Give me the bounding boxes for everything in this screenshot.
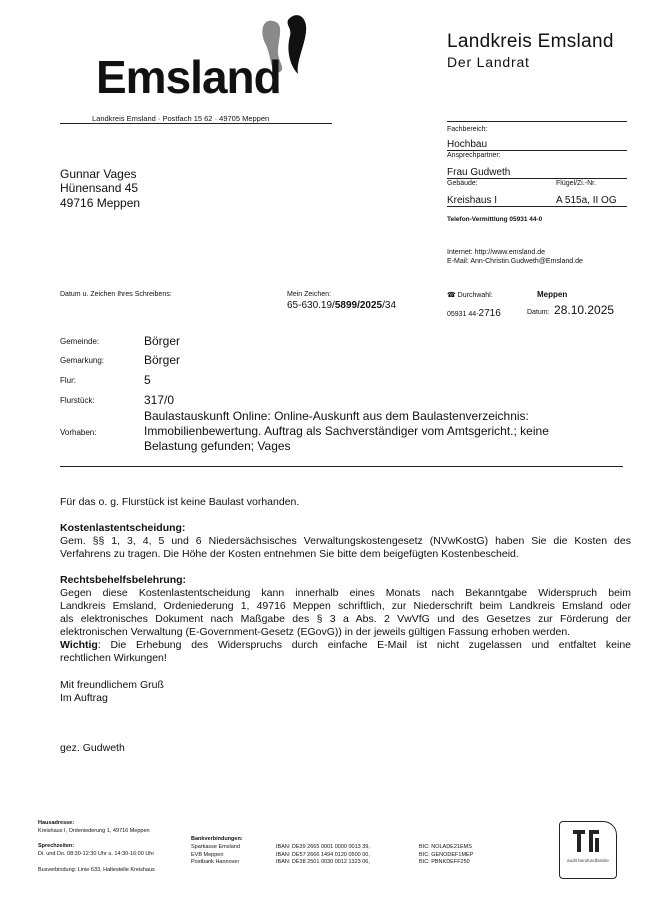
ansprech-label: Ansprechpartner: xyxy=(447,152,501,159)
certificate-text: audit berufundfamilie xyxy=(567,858,609,863)
mein-zeichen-suffix: /34 xyxy=(382,300,397,311)
kosten-line-1: Gem. §§ 1, 3, 4, 5 und 6 Niedersächsisches Verwaltungskostengesetz (NVwKostG) haben Sie die Kosten des xyxy=(60,535,631,547)
bank-iban-2: IBAN: DE57 2666 1494 0120 0500 00, xyxy=(276,851,370,858)
bank-label: Bankverbindungen: xyxy=(191,836,243,842)
durchwahl xyxy=(447,303,501,321)
sprech-times: Di. und Do. 08:30-12:30 Uhr u. 14:30-16:00 Uhr xyxy=(38,851,155,857)
datum-label: Datum u. Zeichen Ihres Schreibens: xyxy=(60,291,172,298)
recipient-city: 49716 Meppen xyxy=(60,196,141,210)
gemeinde-label: Gemeinde: xyxy=(60,337,100,346)
wichtig-line-2: rechtlichen Wirkungen! xyxy=(60,652,167,664)
bank-bic-1: BIC: NOLADE21EMS xyxy=(419,844,472,850)
gebaeude-rule xyxy=(447,206,627,207)
bank-name-3: Postbank Hannover xyxy=(191,859,240,865)
iban-list xyxy=(276,844,370,867)
fluegel-label: Flügel/Zi.-Nr. xyxy=(556,180,597,187)
certificate-seal xyxy=(559,821,617,879)
bic-list xyxy=(419,844,473,867)
vorhaben-line-2: Immobilienbewertung. Auftrag als Sachverständiger vom Amtsgericht.; keine xyxy=(144,424,549,438)
gebaeude-label: Gebäude: xyxy=(447,180,478,187)
email[interactable]: E-Mail: Ann-Christin.Gudweth@Emsland.de xyxy=(447,258,583,265)
recipient-name: Gunnar Vages xyxy=(60,167,137,181)
durchwahl-prefix: 05931 44- xyxy=(447,311,479,318)
kosten-line-2: Verfahrens zu tragen. Die Höhe der Kosten entnehmen Sie bitte dem beigefügten Kostenbescheid. xyxy=(60,548,519,560)
wichtig-line-1 xyxy=(60,639,631,652)
vorhaben-line-3: Belastung gefunden; Vages xyxy=(144,439,291,453)
haus-label: Hausadresse: xyxy=(38,820,75,826)
gebaeude-value: Kreishaus I xyxy=(447,195,498,206)
bus-connection: Busverbindung: Linie 633, Haltestelle Kreishaus xyxy=(38,867,155,873)
fachbereich-value: Hochbau xyxy=(447,139,488,150)
flurstueck-label: Flurstück: xyxy=(60,396,95,405)
im-auftrag: Im Auftrag xyxy=(60,692,108,704)
rbb-line-2: Landkreis Emsland, Ordeniederung 1, 49716 Meppen schriftlich, zur Niederschrift beim Landkreis Emsland oder xyxy=(60,600,631,612)
vorhaben-line-1: Baulastauskunft Online: Online-Auskunft aus dem Baulastenverzeichnis: xyxy=(144,409,529,423)
ansprech-rule xyxy=(447,178,627,179)
flur-label: Flur: xyxy=(60,376,76,385)
bank-name-2: EVB Meppen xyxy=(191,851,224,858)
date-value: 28.10.2025 xyxy=(554,303,615,317)
gemeinde-value: Börger xyxy=(144,334,181,348)
kosten-heading: Kostenlastentscheidung: xyxy=(60,522,186,534)
rbb-heading: Rechtsbehelfsbelehrung: xyxy=(60,574,187,586)
flurstueck-value: 317/0 xyxy=(144,393,175,407)
vorhaben-value xyxy=(144,409,549,454)
sprech-label: Sprechzeiten: xyxy=(38,843,75,849)
org-name: Landkreis Emsland xyxy=(447,31,614,52)
datum-word: Datum: xyxy=(527,309,550,316)
durchwahl-label: ☎ Durchwahl: xyxy=(447,292,493,299)
wichtig-text: : Die Erhebung des Widerspruchs durch einfache E-Mail ist nicht zugelassen und entfaltet keine xyxy=(97,639,631,651)
recipient-street: Hünensand 45 xyxy=(60,181,139,195)
subject-rule xyxy=(60,466,623,467)
wichtig-label: Wichtig xyxy=(60,639,98,651)
fachbereich-rule xyxy=(447,150,627,151)
telefon-vermittlung: Telefon-Vermittlung 05931 44-0 xyxy=(447,216,543,223)
logo-wordmark: Emsland xyxy=(96,51,281,103)
rbb-line-3: als elektronisches Dokument nach Maßgabe des § 3 a Abs. 2 VwVfG und des Gesetzes zur Förderung der xyxy=(60,613,631,625)
fachbereich-label: Fachbereich: xyxy=(447,126,488,133)
audit-logo-icon xyxy=(571,830,605,854)
emsland-logo xyxy=(96,18,316,102)
bank-row xyxy=(191,844,240,867)
mein-zeichen-number: 5899/2025 xyxy=(334,300,383,311)
datum xyxy=(527,301,614,319)
contact-top-rule xyxy=(447,121,627,122)
bank-bic-2: BIC: GENODEF1MEP xyxy=(419,851,474,858)
mein-zeichen-prefix: 65-630.19/ xyxy=(287,300,335,311)
rbb-line-4: elektronischen Verwaltung (E-Government-Gesetz (EGovG)) in der jeweils gültigen Fassung erhoben werden. xyxy=(60,626,571,638)
rbb-line-1: Gegen diese Kostenlastentscheidung kann innerhalb eines Monats nach Bekanntgabe Widerspruch beim xyxy=(60,587,631,599)
intro-text: Für das o. g. Flurstück ist keine Baulast vorhanden. xyxy=(60,496,300,508)
gemarkung-value: Börger xyxy=(144,353,181,367)
ansprech-value: Frau Gudweth xyxy=(447,167,511,178)
bank-name-1: Sparkasse Emsland xyxy=(191,844,240,850)
gemarkung-label: Gemarkung: xyxy=(60,356,105,365)
bank-iban-3: IBAN: DE38 2501 0030 0012 1323 06, xyxy=(276,859,370,865)
return-address-rule xyxy=(60,123,332,124)
vorhaben-label: Vorhaben: xyxy=(60,428,97,437)
internet[interactable]: Internet: http://www.emsland.de xyxy=(447,249,546,256)
closing-greeting: Mit freundlichem Gruß xyxy=(60,679,164,691)
durchwahl-number: 2716 xyxy=(478,308,501,319)
mein-zeichen xyxy=(287,300,396,311)
haus-address: Kreishaus I, Ordeniederung 1, 49716 Meppen xyxy=(38,828,150,834)
mein-zeichen-label: Mein Zeichen: xyxy=(287,291,331,298)
bank-iban-1: IBAN: DE39 2665 0001 0000 0013 39, xyxy=(276,844,370,850)
fluegel-value: A 515a, II OG xyxy=(556,195,617,206)
flur-value: 5 xyxy=(144,373,151,387)
place: Meppen xyxy=(537,290,568,299)
return-address: Landkreis Emsland · Postfach 15 62 · 49705 Meppen xyxy=(92,114,270,123)
bank-bic-3: BIC: PBNKDEFF250 xyxy=(419,859,470,865)
signature: gez. Gudweth xyxy=(60,742,125,754)
org-subtitle: Der Landrat xyxy=(447,54,530,70)
